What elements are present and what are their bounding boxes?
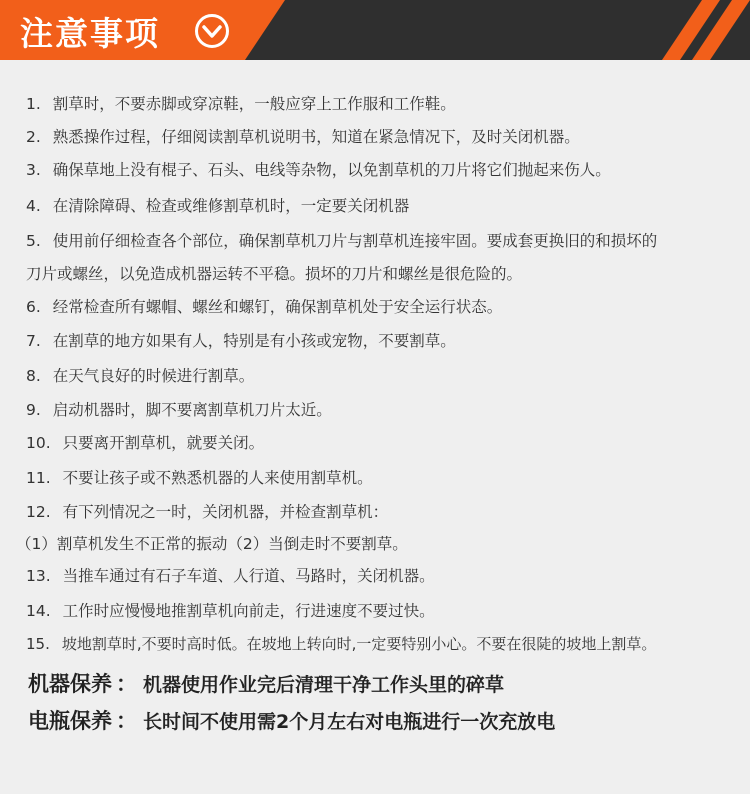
chevron-down-circle-icon — [194, 13, 230, 49]
maintenance-label: 机器保养 — [28, 672, 112, 696]
list-item: 15. 坡地割草时,不要时高时低。在坡地上转向时,一定要特别小心。不要在很陡的坡地上割草。 — [26, 635, 657, 653]
list-item: 7. 在割草的地方如果有人，特别是有小孩或宠物，不要割草。 — [26, 332, 456, 350]
list-item: 12. 有下列情况之一时，关闭机器，并检查割草机： — [26, 503, 389, 521]
list-item: 2. 熟悉操作过程，仔细阅读割草机说明书，知道在紧急情况下，及时关闭机器。 — [26, 128, 580, 146]
list-item-continuation: （1）割草机发生不正常的振动（2）当倒走时不要割草。 — [16, 535, 408, 553]
list-item: 1. 割草时，不要赤脚或穿凉鞋，一般应穿上工作服和工作鞋。 — [26, 95, 456, 113]
maintenance-text: 长时间不使用需2个月左右对电瓶进行一次充放电 — [143, 711, 556, 733]
decorative-stripes — [620, 0, 750, 60]
list-item-continuation: 刀片或螺丝，以免造成机器运转不平稳。损坏的刀片和螺丝是很危险的。 — [26, 265, 523, 283]
maintenance-text: 机器使用作业完后清理干净工作头里的碎草 — [143, 674, 505, 696]
maintenance-battery: 电瓶保养 ： 长时间不使用需2个月左右对电瓶进行一次充放电 — [28, 709, 556, 733]
list-item: 9. 启动机器时，脚不要离割草机刀片太近。 — [26, 401, 332, 419]
list-item: 8. 在天气良好的时候进行割草。 — [26, 367, 255, 385]
maintenance-label: 电瓶保养 — [28, 709, 112, 733]
maintenance-machine: 机器保养 ： 机器使用作业完后清理干净工作头里的碎草 — [28, 672, 505, 696]
list-item: 11. 不要让孩子或不熟悉机器的人来使用割草机。 — [26, 469, 373, 487]
list-item: 13. 当推车通过有石子车道、人行道、马路时，关闭机器。 — [26, 567, 435, 585]
header-banner — [0, 0, 750, 60]
list-item: 10. 只要离开割草机，就要关闭。 — [26, 434, 265, 452]
list-item: 14. 工作时应慢慢地推割草机向前走，行进速度不要过快。 — [26, 602, 435, 620]
page-title: 注意事项 — [20, 14, 160, 53]
list-item: 5. 使用前仔细检查各个部位，确保割草机刀片与割草机连接牢固。要成套更换旧的和损坏的 — [26, 232, 658, 250]
list-item: 6. 经常检查所有螺帽、螺丝和螺钉，确保割草机处于安全运行状态。 — [26, 298, 503, 316]
list-item: 4. 在清除障碍、检查或维修割草机时，一定要关闭机器 — [26, 197, 410, 215]
list-item: 3. 确保草地上没有棍子、石头、电线等杂物，以免割草机的刀片将它们抛起来伤人。 — [26, 161, 611, 179]
